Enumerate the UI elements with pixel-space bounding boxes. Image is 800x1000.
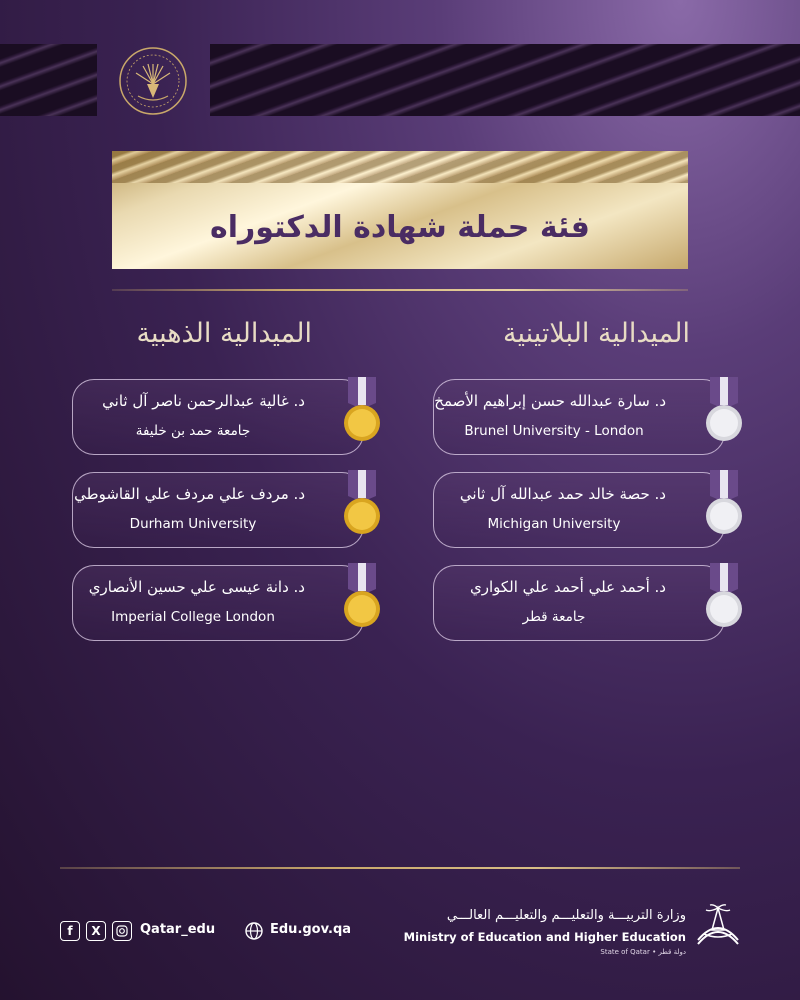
- social-handle[interactable]: Qatar_edu: [140, 922, 216, 937]
- gold-medal-icon: [342, 470, 382, 536]
- recipient-name: د. سارة عبدالله حسن إبراهيم الأصمخ: [434, 392, 666, 410]
- x-icon[interactable]: X: [86, 921, 106, 941]
- recipient-university: جامعة قطر: [522, 609, 586, 625]
- recipient-name: د. دانة عيسى علي حسين الأنصاري: [88, 578, 305, 596]
- decorative-band-left: [0, 44, 97, 116]
- recipient-university: Michigan University: [487, 516, 621, 532]
- platinum-card-3: [433, 565, 725, 641]
- social-icons: [60, 921, 132, 941]
- globe-icon: [244, 921, 264, 941]
- ministry-name-english: Ministry of Education and Higher Education: [403, 930, 686, 944]
- platinum-card-2: [433, 472, 725, 548]
- qatar-emblem-icon: [690, 900, 746, 956]
- instagram-icon[interactable]: [112, 921, 132, 941]
- gold-medal-icon: [342, 563, 382, 629]
- title-divider: [112, 289, 688, 291]
- footer-divider: [60, 867, 740, 869]
- platinum-medal-icon: [704, 377, 744, 443]
- recipient-university: Brunel University - London: [464, 423, 644, 439]
- title-banner: [112, 151, 688, 269]
- recipient-name: د. أحمد علي أحمد علي الكواري: [469, 578, 666, 596]
- recipient-university: جامعة حمد بن خليفة: [135, 423, 251, 439]
- gold-medal-heading: الميدالية الذهبية: [136, 318, 312, 349]
- platinum-medal-icon: [704, 563, 744, 629]
- state-of-qatar: State of Qatar • دولة قطر: [600, 948, 686, 956]
- recipient-name: د. حصة خالد حمد عبدالله آل ثاني: [459, 485, 666, 503]
- gold-card-1: [72, 379, 364, 455]
- recipient-name: د. غالية عبدالرحمن ناصر آل ثاني: [102, 392, 305, 410]
- gold-medal-icon: [342, 377, 382, 443]
- recipient-university: Imperial College London: [111, 609, 275, 625]
- platinum-medal-icon: [704, 470, 744, 536]
- platinum-medal-heading: الميدالية البلاتينية: [502, 318, 690, 349]
- recipient-university: Durham University: [129, 516, 257, 532]
- facebook-icon[interactable]: f: [60, 921, 80, 941]
- gold-card-3: [72, 565, 364, 641]
- website-link[interactable]: Edu.gov.qa: [270, 922, 352, 937]
- excellence-award-logo: [118, 46, 188, 116]
- decorative-band-right: [210, 44, 800, 116]
- page-title: فئة حملة شهادة الدكتوراه: [210, 210, 590, 245]
- gold-card-2: [72, 472, 364, 548]
- platinum-card-1: [433, 379, 725, 455]
- recipient-name: د. مردف علي مردف علي القاشوطي: [74, 485, 305, 503]
- ministry-name-arabic: وزارة التربيـــة والتعليـــم والتعليـــم العالـــي: [446, 908, 686, 923]
